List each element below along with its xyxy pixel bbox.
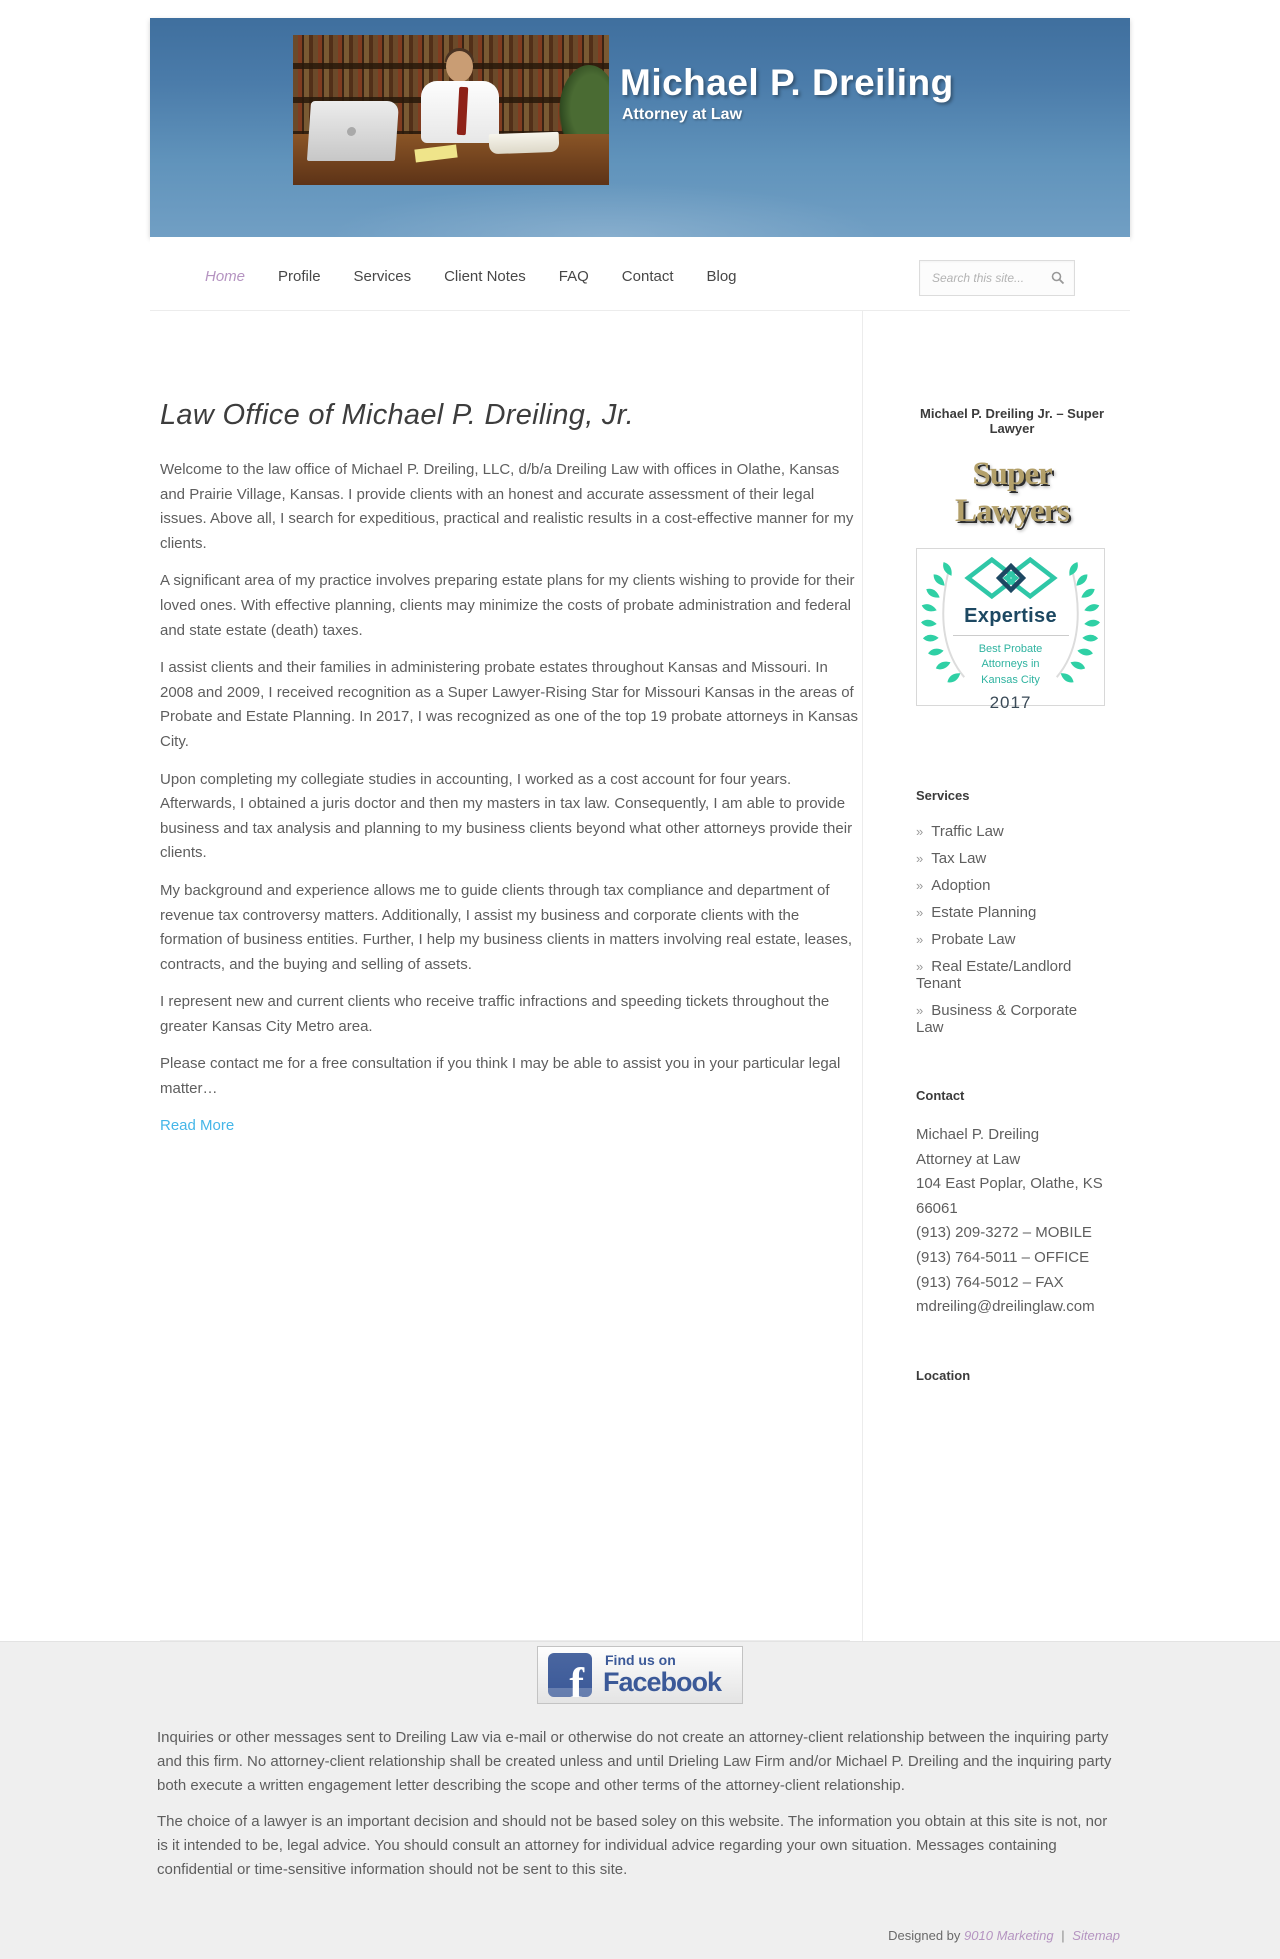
sitemap-link[interactable]: Sitemap [1072, 1927, 1120, 1943]
contact-phone-office: (913) 764-5011 – OFFICE [916, 1248, 1090, 1266]
contact-email: mdreiling@dreilinglaw.com [916, 1298, 1095, 1316]
location-heading: Location [916, 1367, 971, 1383]
nav-item-home[interactable]: Home [205, 268, 246, 285]
business-paragraph: My background and experience allows me to guide clients through tax compliance and department of revenue tax controversy matters. Additionally, I assist my business and corporate clients with the formation of business entities. Further, I help my business clients in matters involving real estate, leases, contracts, and the buying and selling of assets. [160, 881, 852, 973]
service-label: Business & Corporate Law [916, 1002, 1078, 1036]
service-label: Probate Law [931, 931, 1016, 948]
content-spacer [160, 1135, 862, 1640]
facebook-find-us-label: Find us on [605, 1652, 676, 1669]
footer-credits [157, 1928, 1120, 1959]
search-input[interactable] [920, 271, 1042, 285]
services-heading: Services [916, 788, 970, 803]
location-section [916, 1368, 1108, 1383]
expertise-divider [953, 635, 1069, 636]
open-book [489, 132, 560, 154]
contact-phone-mobile: (913) 209-3272 – MOBILE [916, 1224, 1092, 1242]
nav-item-services[interactable]: Services [353, 268, 412, 285]
service-item-business-corporate[interactable] [916, 1002, 1108, 1036]
credits-prefix: Designed by [888, 1927, 961, 1943]
nav-item-client-notes[interactable]: Client Notes [444, 268, 526, 285]
service-label: Tax Law [931, 850, 987, 867]
contact-section [916, 1088, 1108, 1320]
services-section [916, 788, 1108, 1036]
expertise-tagline-line: Best Probate [978, 643, 1043, 655]
probate-paragraph: I assist clients and their families in administering probate estates throughout Kansas and Missouri. In 2008 and 2009, I received recognition as a Super Lawyer-Rising Star for Missouri Kansas in the areas of Probate and Estate Planning. In 2017, I was recognized as one of the top 19 probate attorneys in Kansas City. [160, 659, 858, 750]
chevron-bullet-icon: » [916, 932, 924, 947]
service-item-adoption[interactable] [916, 877, 1108, 894]
footer-disclaimer [157, 1726, 1120, 1959]
services-list [916, 823, 1108, 1036]
super-lawyers-badge[interactable]: Super Lawyers [955, 456, 1069, 529]
chevron-bullet-icon: » [916, 851, 924, 866]
service-item-probate-law[interactable] [916, 931, 1108, 948]
service-item-tax-law[interactable] [916, 850, 1108, 867]
disclaimer-paragraph-advice: The choice of a lawyer is an important decision and should not be based soley on this website. The information you obtain at this site is not, nor is it intended to be, legal advice. You should consult an attorney for individual advice regarding your own situation. Messages containing confidential or time-sensitive information should not be sent to this site. [157, 1812, 1108, 1878]
search-button[interactable] [1042, 271, 1074, 285]
nav-item-profile[interactable]: Profile [278, 268, 321, 285]
nav-bar [150, 237, 1130, 311]
contact-name: Michael P. Dreiling [916, 1126, 1040, 1143]
consultation-paragraph: Please contact me for a free consultation if you think I may be able to assist you in your particular legal matter… [160, 1055, 841, 1098]
contact-title: Attorney at Law [916, 1150, 1021, 1168]
laptop [307, 101, 399, 161]
intro-paragraph: Welcome to the law office of Michael P. Dreiling, LLC, d/b/a Dreiling Law with offices in Olathe, Kansas and Prairie Village, Kansas. I provide clients with an honest and accurate assessment of their legal issues. Above all, I search for expeditious, practical and realistic results in a cost-effective manner for my clients. [160, 461, 854, 552]
sidebar [862, 311, 1130, 1641]
chevron-bullet-icon: » [916, 824, 924, 839]
content-bottom-divider [160, 1640, 850, 1641]
expertise-tagline [917, 642, 1104, 688]
service-label: Real Estate/Landlord Tenant [916, 958, 1072, 992]
expertise-year: 2017 [989, 693, 1032, 713]
nav-item-blog[interactable]: Blog [706, 268, 737, 285]
contact-heading: Contact [916, 1088, 965, 1103]
service-item-traffic-law[interactable] [916, 823, 1108, 840]
estate-planning-paragraph: A significant area of my practice involves preparing estate plans for my clients wishing to provide for their loved ones. With effective planning, clients may minimize the costs of probate administration and federal and state estate (death) taxes. [160, 572, 855, 639]
search-icon [1051, 271, 1065, 285]
expertise-brand: Expertise [964, 605, 1057, 627]
service-label: Estate Planning [931, 904, 1037, 921]
credits-separator: | [1061, 1927, 1065, 1943]
facebook-wordmark: Facebook [603, 1667, 722, 1698]
service-item-estate-planning[interactable] [916, 904, 1108, 921]
page-wrapper [150, 18, 1130, 1641]
facebook-f-glyph: f [569, 1658, 584, 1697]
designer-link[interactable]: 9010 Marketing [964, 1927, 1054, 1943]
nav-item-faq[interactable]: FAQ [558, 268, 589, 285]
expertise-badge[interactable] [916, 548, 1105, 713]
footer [0, 1641, 1280, 1959]
disclaimer-paragraph-relationship: Inquiries or other messages sent to Dreiling Law via e-mail or otherwise do not create an attorney-client relationship between the inquiring party and this firm. No attorney-client relationship shall be created unless and until Drieling Law Firm and/or Michael P. Dreiling and the inquiring party both execute a written engagement letter describing the scope and other terms of the attorney-client relationship. [157, 1728, 1112, 1794]
chevron-bullet-icon: » [916, 905, 924, 920]
site-title: Michael P. Dreiling [620, 62, 954, 103]
facebook-badge-text [603, 1653, 721, 1696]
chevron-bullet-icon: » [916, 959, 924, 974]
expertise-tagline-line: Attorneys in [981, 658, 1040, 671]
site-search [919, 260, 1075, 296]
banner-title-block [620, 62, 954, 124]
facebook-badge[interactable] [537, 1646, 743, 1704]
main-column [150, 311, 862, 1641]
contact-lines [916, 1123, 1108, 1320]
service-item-real-estate[interactable] [916, 958, 1108, 992]
super-lawyer-heading: Michael P. Dreiling Jr. – Super Lawyer [920, 406, 1104, 436]
content-area [150, 311, 1130, 1641]
read-more-link[interactable]: Read More [160, 1116, 235, 1134]
expertise-tagline-line: Kansas City [981, 673, 1040, 686]
contact-address: 104 East Poplar, Olathe, KS 66061 [916, 1175, 1103, 1217]
contact-phone-fax: (913) 764-5012 – FAX [916, 1273, 1064, 1291]
nav-item-contact[interactable]: Contact [621, 268, 674, 285]
page-title: Law Office of Michael P. Dreiling, Jr. [160, 399, 634, 431]
attorney-figure-head [446, 51, 473, 82]
chevron-bullet-icon: » [916, 1003, 924, 1018]
traffic-paragraph: I represent new and current clients who receive traffic infractions and speeding tickets throughout the greater Kansas City Metro area. [160, 993, 830, 1035]
header-banner [150, 18, 1130, 237]
service-label: Adoption [931, 877, 991, 894]
site-subtitle: Attorney at Law [622, 106, 743, 123]
expertise-diamonds-icon [917, 557, 1104, 604]
service-label: Traffic Law [931, 823, 1004, 840]
attorney-photo [293, 35, 609, 185]
facebook-logo-icon [548, 1653, 592, 1697]
chevron-bullet-icon: » [916, 878, 924, 893]
background-paragraph: Upon completing my collegiate studies in accounting, I worked as a cost account for four years. Afterwards, I obtained a juris doctor and then my masters in tax law. Consequently, I am able to provide business and tax analysis and planning to my business clients beyond what other attorneys provide their clients. [160, 770, 853, 862]
